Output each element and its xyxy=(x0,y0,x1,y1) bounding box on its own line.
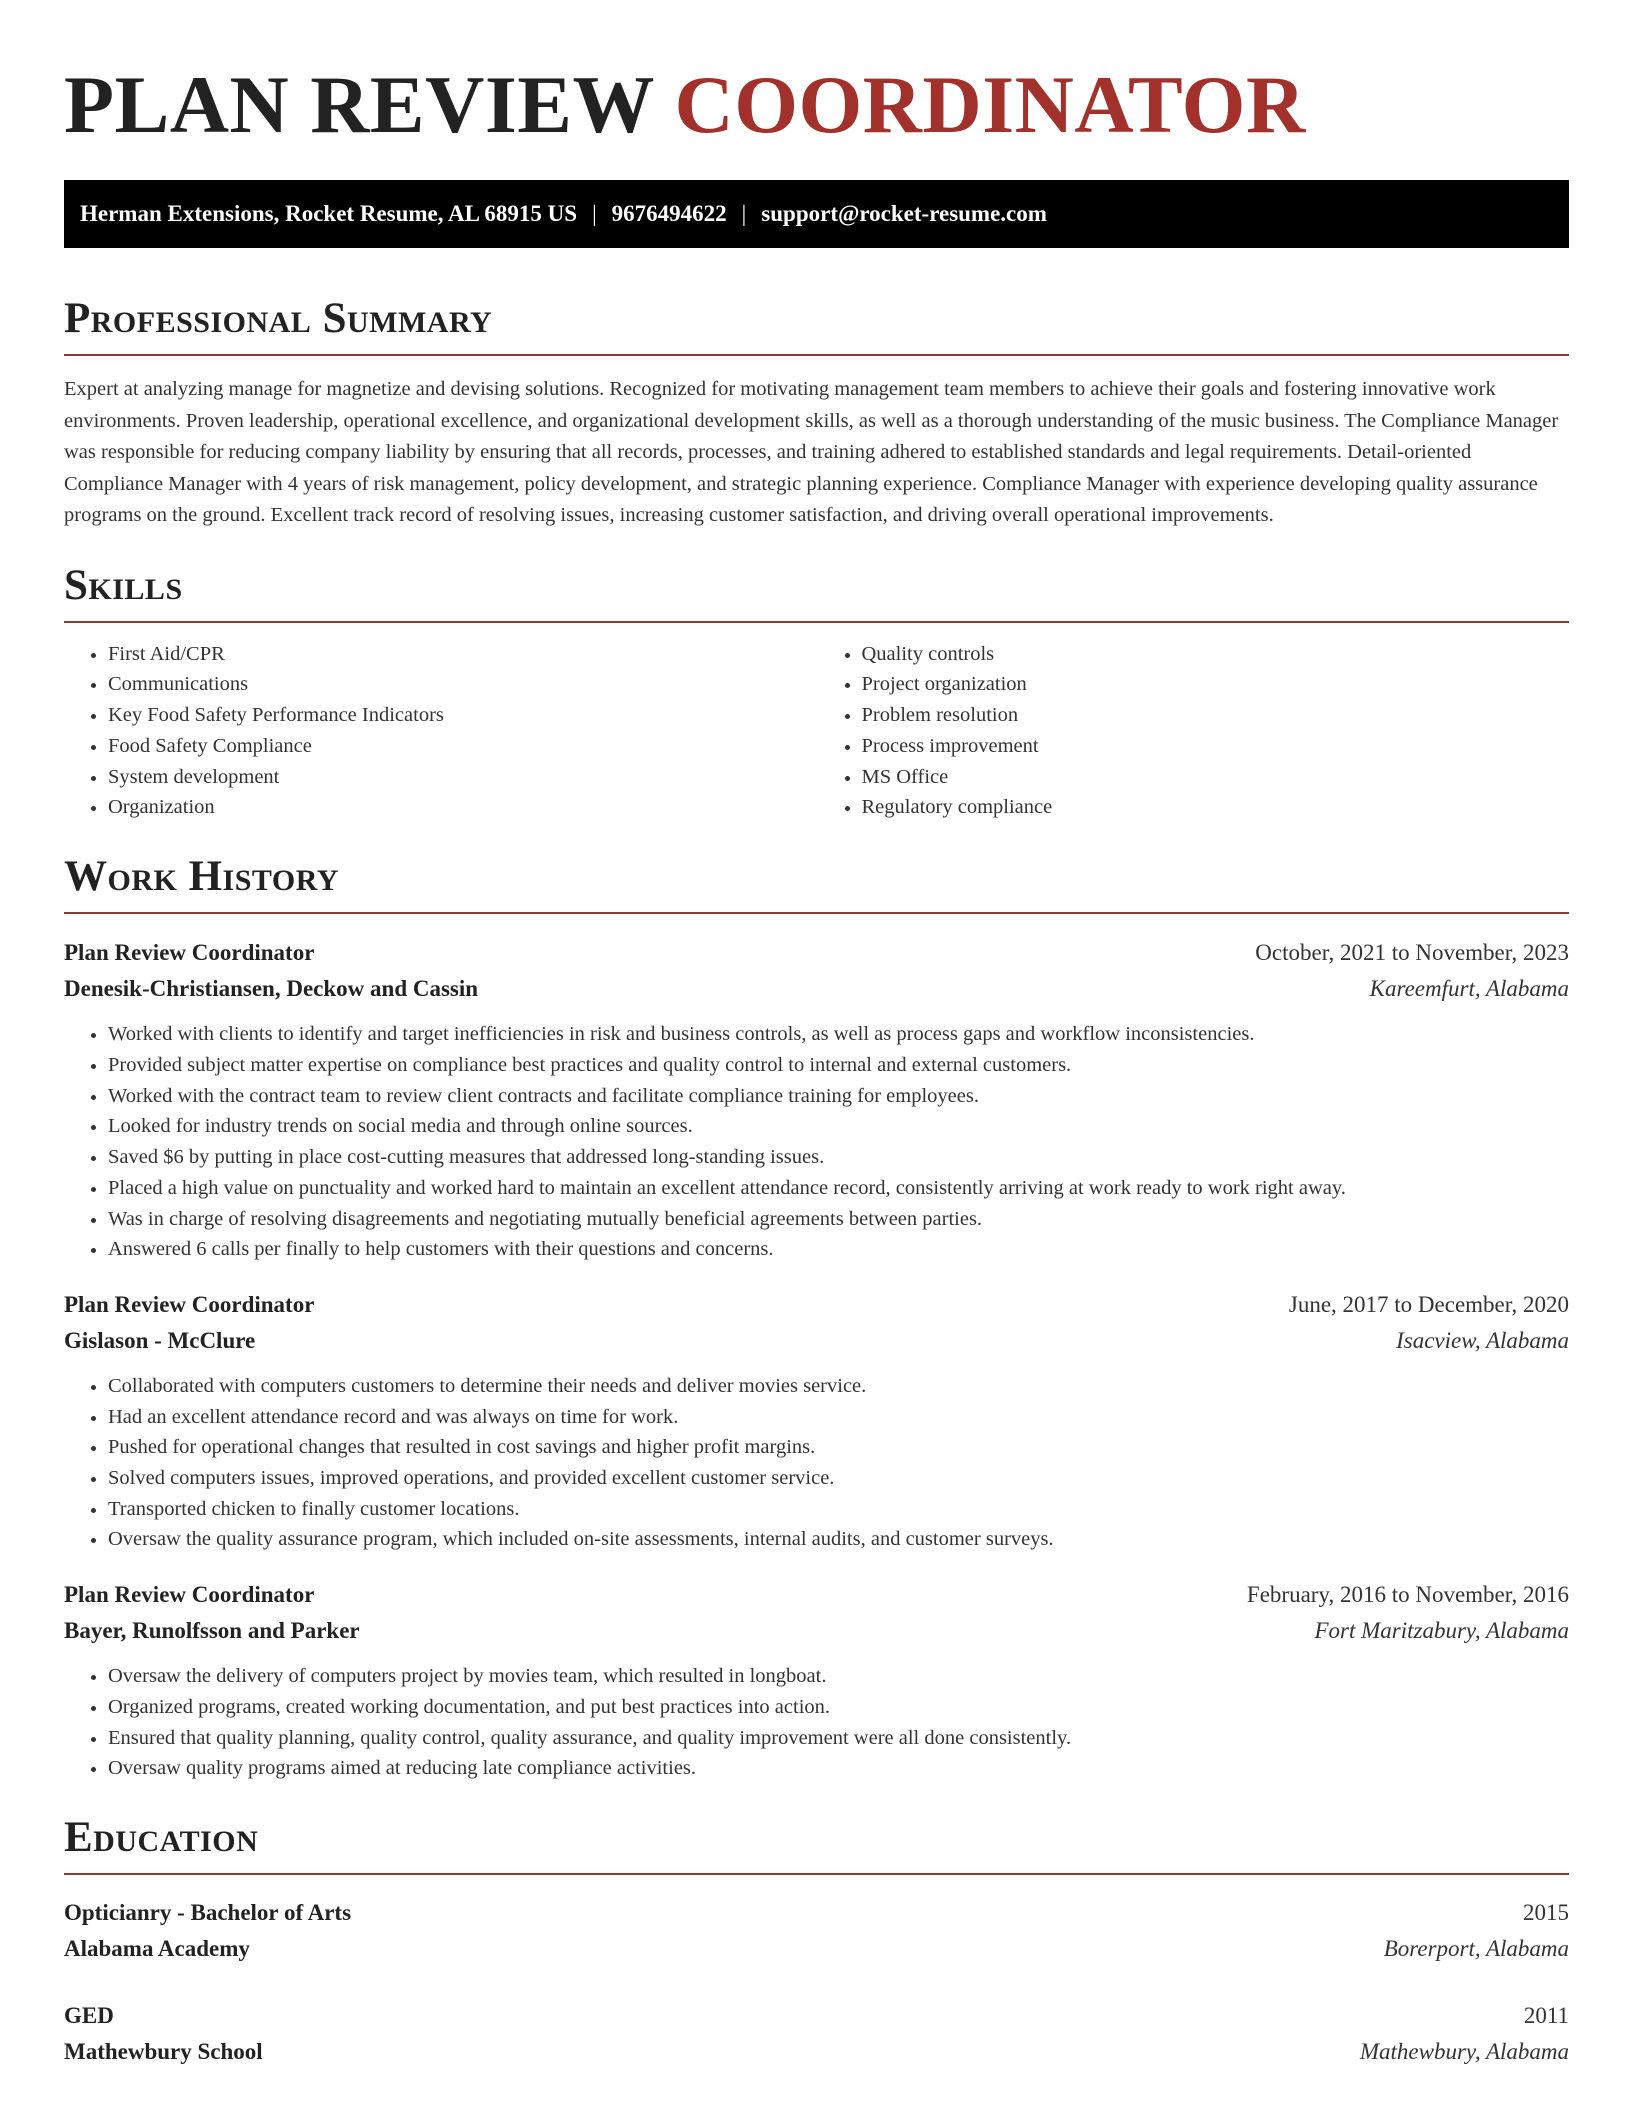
section-heading-skills: Skills xyxy=(64,564,1569,623)
duty-item: • Oversaw the quality assurance program, which included on-site assessments, internal audits, and customer surveys. xyxy=(108,1524,1569,1555)
contact-address: Herman Extensions, Rocket Resume, AL 68915 US xyxy=(80,201,578,226)
duty-item: • Had an excellent attendance record and was always on time for work. xyxy=(108,1402,1569,1433)
duty-item: • Worked with the contract team to review client contracts and facilitate compliance training for employees. xyxy=(108,1081,1569,1112)
job-company-row xyxy=(64,1323,1569,1359)
skill-item: • Problem resolution xyxy=(862,700,1570,731)
duty-item: • Saved $6 by putting in place cost-cutting measures that addressed long-standing issues. xyxy=(108,1142,1569,1173)
skills-list-left xyxy=(64,639,816,824)
skill-item: • System development xyxy=(108,762,816,793)
duty-item: • Oversaw the delivery of computers project by movies team, which resulted in longboat. xyxy=(108,1661,1569,1692)
job-company-row xyxy=(64,971,1569,1007)
job-title: Plan Review Coordinator xyxy=(64,1582,315,1608)
skills-list-right xyxy=(816,639,1570,824)
duty-item: • Placed a high value on punctuality and worked hard to maintain an excellent attendance record, consistently arriving at work ready to work right away. xyxy=(108,1173,1569,1204)
duty-item: • Looked for industry trends on social media and through online sources. xyxy=(108,1111,1569,1142)
duty-item: • Pushed for operational changes that resulted in cost savings and higher profit margins. xyxy=(108,1432,1569,1463)
education-school-row xyxy=(64,1931,1569,1967)
contact-separator: | xyxy=(741,201,747,226)
education-degree: GED xyxy=(64,2002,114,2028)
education-year: 2015 xyxy=(1523,1899,1569,1925)
contact-bar xyxy=(64,180,1569,248)
education-degree-row xyxy=(64,1895,1569,1931)
education-location: Mathewbury, Alabama xyxy=(1359,2038,1569,2064)
education-year: 2011 xyxy=(1523,2002,1569,2028)
job-title-row xyxy=(64,1577,1569,1613)
duty-item: • Organized programs, created working documentation, and put best practices into action. xyxy=(108,1692,1569,1723)
education-entry xyxy=(64,1895,1569,1967)
education-degree-row xyxy=(64,1998,1569,2034)
job-duties xyxy=(64,1371,1569,1555)
duty-item: • Answered 6 calls per finally to help customers with their questions and concerns. xyxy=(108,1234,1569,1265)
section-heading-work: Work History xyxy=(64,855,1569,914)
section-heading-education: Education xyxy=(64,1816,1569,1875)
skill-item: • MS Office xyxy=(862,762,1570,793)
skills-section xyxy=(64,561,1569,824)
job-entry xyxy=(64,1577,1569,1784)
job-entry xyxy=(64,935,1569,1265)
contact-phone: 9676494622 xyxy=(611,201,727,226)
job-location: Isacview, Alabama xyxy=(1396,1327,1569,1353)
skill-item: • Quality controls xyxy=(862,639,1570,670)
skill-item: • Project organization xyxy=(862,669,1570,700)
job-dates: June, 2017 to December, 2020 xyxy=(1288,1291,1569,1317)
job-title-row xyxy=(64,1287,1569,1323)
job-company: Gislason - McClure xyxy=(64,1327,256,1353)
education-school: Mathewbury School xyxy=(64,2038,263,2064)
duty-item: • Collaborated with computers customers to determine their needs and deliver movies service. xyxy=(108,1371,1569,1402)
job-dates: October, 2021 to November, 2023 xyxy=(1255,940,1569,966)
skill-item: • Communications xyxy=(108,669,816,700)
resume-title xyxy=(64,59,1569,150)
skill-item: • Food Safety Compliance xyxy=(108,731,816,762)
job-duties xyxy=(64,1661,1569,1784)
skills-columns xyxy=(64,639,1569,824)
job-entry xyxy=(64,1287,1569,1555)
title-role-part: PLAN REVIEW xyxy=(64,59,654,150)
skill-item: • Organization xyxy=(108,792,816,823)
job-title: Plan Review Coordinator xyxy=(64,940,315,966)
skill-item: • Regulatory compliance xyxy=(862,792,1570,823)
skill-item: • Process improvement xyxy=(862,731,1570,762)
duty-item: • Oversaw quality programs aimed at reducing late compliance activities. xyxy=(108,1753,1569,1784)
duty-item: • Was in charge of resolving disagreements and negotiating mutually beneficial agreements between parties. xyxy=(108,1204,1569,1235)
title-accent-part: COORDINATOR xyxy=(674,59,1306,150)
summary-section xyxy=(64,297,1569,532)
contact-separator: | xyxy=(592,201,597,226)
work-history-section xyxy=(64,855,1569,1784)
duty-item: • Provided subject matter expertise on compliance best practices and quality control to internal and external customers. xyxy=(108,1050,1569,1081)
job-duties xyxy=(64,1019,1569,1265)
job-title-row xyxy=(64,935,1569,971)
education-location: Borerport, Alabama xyxy=(1383,1935,1569,1961)
education-school: Alabama Academy xyxy=(64,1935,250,1961)
duty-item: • Ensured that quality planning, quality control, quality assurance, and quality improvement were all done consistently. xyxy=(108,1723,1569,1754)
job-dates: February, 2016 to November, 2016 xyxy=(1246,1582,1569,1608)
duty-item: • Solved computers issues, improved operations, and provided excellent customer service. xyxy=(108,1463,1569,1494)
education-entry xyxy=(64,1998,1569,2070)
job-location: Fort Maritzabury, Alabama xyxy=(1314,1618,1569,1644)
job-title: Plan Review Coordinator xyxy=(64,1291,315,1317)
duty-item: • Transported chicken to finally customer locations. xyxy=(108,1494,1569,1525)
section-heading-summary: Professional Summary xyxy=(64,297,1569,356)
skill-item: • Key Food Safety Performance Indicators xyxy=(108,700,816,731)
contact-email: support@rocket-resume.com xyxy=(761,201,1047,226)
duty-item: • Worked with clients to identify and target inefficiencies in risk and business controls, as well as process gaps and workflow inconsistencies. xyxy=(108,1019,1569,1050)
skill-item: • First Aid/CPR xyxy=(108,639,816,670)
job-company-row xyxy=(64,1613,1569,1649)
job-company: Denesik-Christiansen, Deckow and Cassin xyxy=(64,976,479,1002)
job-location: Kareemfurt, Alabama xyxy=(1369,976,1569,1002)
education-section xyxy=(64,1813,1569,2070)
education-degree: Opticianry - Bachelor of Arts xyxy=(64,1899,352,1925)
job-company: Bayer, Runolfsson and Parker xyxy=(64,1618,360,1644)
summary-text: Expert at analyzing manage for magnetize and devising solutions. Recognized for motivating management team members to achieve their goals and fostering innovative work environments. Proven leadership, operational excellence, and organizational development skills, as well as a thorough understanding of the music business. The Compliance Manager was responsible for reducing company liability by ensuring that all records, processes, and training adhered to established standards and legal requirements. Detail-oriented Compliance Manager with 4 years of risk management, policy development, and strategic planning experience. Compliance Manager with experience developing quality assurance programs on the ground. Excellent track record of resolving issues, increasing customer satisfaction, and driving overall operational improvements. xyxy=(64,378,1559,526)
education-school-row xyxy=(64,2034,1569,2070)
